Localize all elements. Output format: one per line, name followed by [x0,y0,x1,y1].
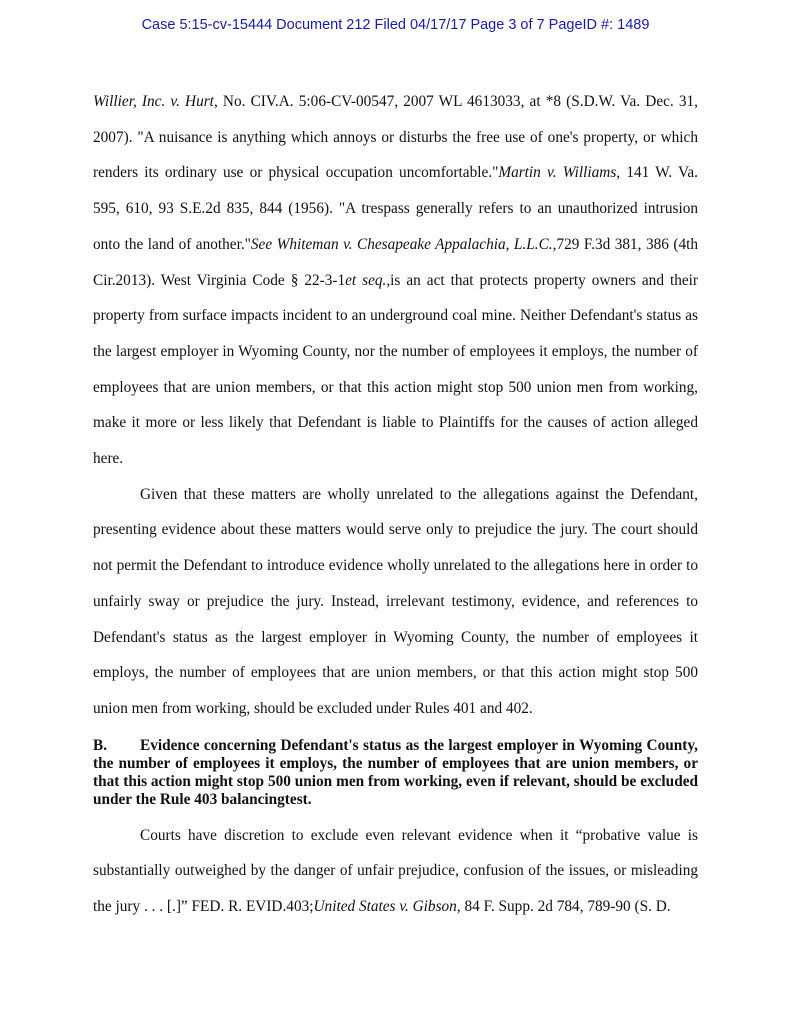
case-citation-martin: Martin v. Williams [498,164,617,182]
case-citation-gibson: United States v. Gibson [313,898,457,916]
case-header-stamp: Case 5:15-cv-15444 Document 212 Filed 04/17/17 Page 3 of 7 PageID #: 1489 [141,17,650,33]
case-citation-whiteman: See Whiteman v. Chesapeake Appalachia, L.L.C. [250,235,553,253]
et-seq-italic: et seq. [345,271,387,289]
paragraph-legal-standard [93,84,698,477]
citation-text: , 141 W. Va. 595, 610, 93 S.E.2d 835, 844 (1956). "A trespass generally refers to an unauthorized intrusion onto the land of another." [93,164,699,253]
section-b-heading [93,737,698,809]
document-body [93,84,698,925]
section-b-title: Evidence concerning Defendant's status as the largest employer in Wyoming County, the number of employees it employs, the number of employees that are union members, or that this action might stop 500 union men from working, even if relevant, should be excluded under the Rule 403 balancingtest. [93,736,698,808]
citation-text: ,729 F.3d 381, 386 (4th Cir.2013). West Virginia Code § 22-3-1 [93,235,698,289]
citation-text: , No. CIV.A. 5:06-CV-00547, 2007 WL 4613033, at *8 (S.D.W. Va. Dec. 31, 2007). "A nuisance is anything which annoys or disturbs the free use of one's property, or which renders its ordinary use or physical occupation uncomfortable." [93,93,698,182]
section-b-label: B. [93,736,108,754]
paragraph-prejudice: Given that these matters are wholly unrelated to the allegations against the Defendant, presenting evidence about these matters would serve only to prejudice the jury. The court should not permit the Defendant to introduce evidence wholly unrelated to the allegations here in order to unfairly sway or prejudice the jury. Instead, irrelevant testimony, evidence, and references to Defendant's status as the largest employer in Wyoming County, the number of employees it employs, the number of employees that are union members, or that this action might stop 500 union men from working, should be excluded under Rules 401 and 402. [93,485,698,717]
paragraph-text: ,is an act that protects property owners and their property from surface impacts incident to an underground coal mine. Neither Defendant's status as the largest employer in Wyoming County, nor the number of employees it employs, the number of employees that are union members, or that this action might stop 500 union men from working, make it more or less likely that Defendant is liable to Plaintiffs for the causes of action alleged here. [93,271,698,468]
section-b-heading-text-block [93,737,698,809]
citation-text: , 84 F. Supp. 2d 784, 789-90 (S. D. [456,898,671,916]
case-citation-willier: Willier, Inc. v. Hurt [93,93,214,110]
paragraph-text: Courts have discretion to exclude even relevant evidence when it “probative value is substantially outweighed by the danger of unfair prejudice, confusion of the issues, or misleading the jury . . . [.]” FED. R. EVID.403; [93,826,698,916]
paragraph-rule-403 [93,818,698,925]
